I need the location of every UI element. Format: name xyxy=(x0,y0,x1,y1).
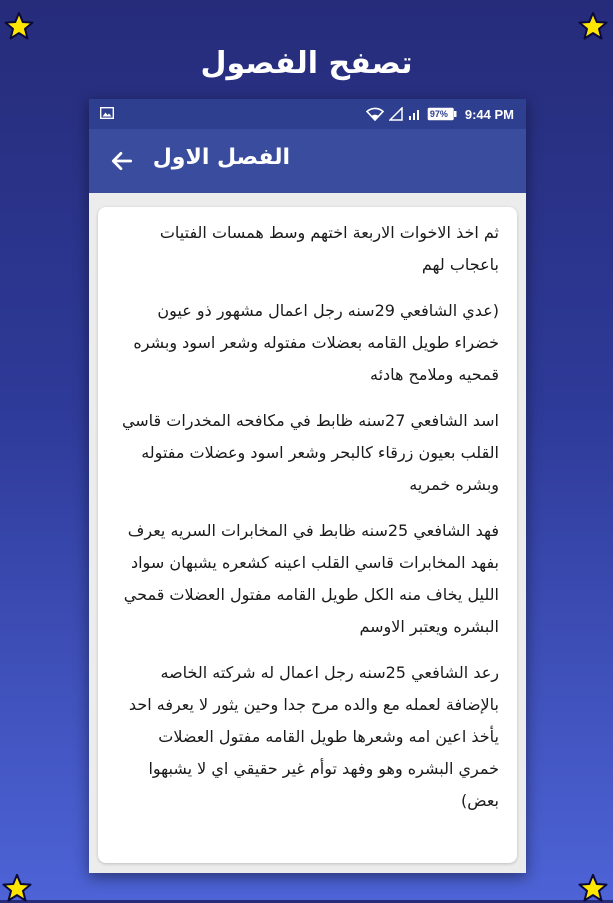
arrow-back-icon[interactable] xyxy=(109,148,135,174)
chapter-text xyxy=(98,207,517,841)
phone-frame xyxy=(89,99,526,873)
paragraph: رعد الشافعي 25سنه رجل اعمال له شركته الخاصه بالإضافة لعمله مع والده مرح جدا وحين يثور لا يعرفه احد يأخذ اعين امه وشعرها طويل القامه مفتول العضلات خمري البشره وهو وفهد توأم غير حقيقي اي لا يشبهوا بعض) xyxy=(128,663,499,810)
paragraph: ثم اخذ الاخوات الاربعة اختهم وسط همسات الفتيات باعجاب لهم xyxy=(159,223,499,274)
star-icon xyxy=(4,11,34,41)
paragraph: (عدي الشافعي 29سنه رجل اعمال مشهور ذو عيون خضراء طويل القامه بعضلات مفتوله وشعر اسود وبشره قمحيه وملامح هادئه xyxy=(133,301,499,384)
battery-icon xyxy=(427,107,457,121)
paragraph: فهد الشافعي 25سنه ظابط في المخابرات السريه يعرف بفهد المخابرات قاسي القلب اعينه كشعره يشبهان سواد الليل يخاف منه الكل طويل القامه مفتول العضلات قمحي البشره ويعتبر الاوسم xyxy=(123,521,499,636)
screen-title: تصفح الفصول xyxy=(200,46,413,81)
status-time: 9:44 PM xyxy=(464,106,514,122)
chapter-card xyxy=(98,207,517,863)
signal-bars-icon xyxy=(408,107,422,121)
star-icon xyxy=(2,873,32,903)
paragraph: اسد الشافعي 27سنه ظابط في مكافحه المخدرات قاسي القلب بعيون زرقاء كالبحر وشعر اسود وعضلات مفتوله وبشره خمريه xyxy=(121,411,499,494)
app-bar xyxy=(89,129,526,193)
wifi-icon xyxy=(366,107,384,121)
star-icon xyxy=(578,11,608,41)
app-bar-title: الفصل الاول xyxy=(152,145,290,170)
status-bar xyxy=(89,99,526,129)
signal-icon xyxy=(389,107,403,121)
image-icon xyxy=(100,107,114,119)
battery-level: 97% xyxy=(429,109,448,119)
star-icon xyxy=(578,873,608,903)
